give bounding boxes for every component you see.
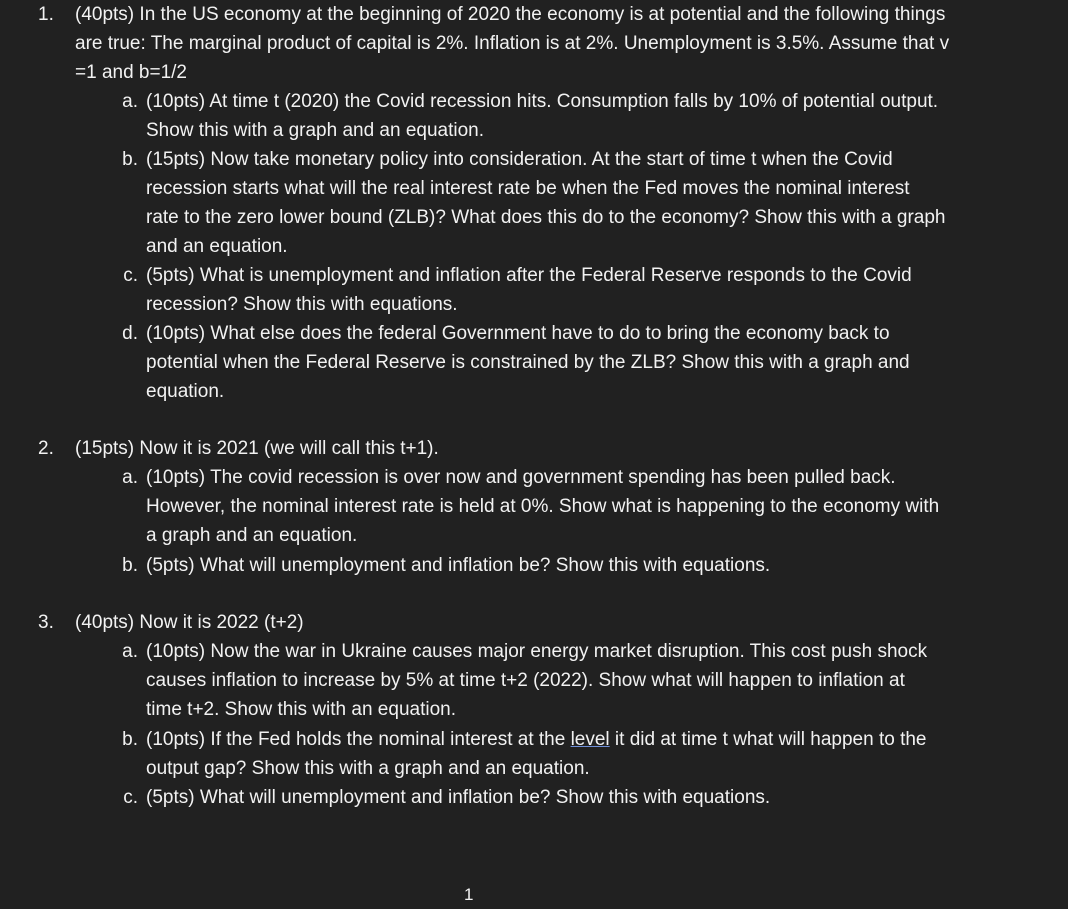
part-text bbox=[146, 725, 946, 783]
part-label: a. bbox=[122, 641, 138, 662]
part-text: (5pts) What will unemployment and inflation be? Show this with equations. bbox=[146, 787, 771, 808]
question-number: 3. bbox=[38, 612, 54, 633]
page-number: 1 bbox=[464, 885, 474, 904]
part-text: (5pts) What is unemployment and inflation after the Federal Reserve responds to the Covid recession? Show this with equations. bbox=[146, 265, 912, 315]
question-number: 1. bbox=[38, 4, 54, 25]
question-number: 2. bbox=[38, 438, 54, 459]
part-label: a. bbox=[122, 91, 138, 112]
part-label: d. bbox=[122, 323, 138, 344]
part-label: c. bbox=[123, 265, 138, 286]
part-text: (10pts) Now the war in Ukraine causes major energy market disruption. This cost push shock causes inflation to increase by 5% at time t+2 (2022). Show what will happen to inflation at time t+2. Show this with an equation. bbox=[146, 641, 928, 720]
underlined-word: level bbox=[570, 729, 610, 750]
part-label: c. bbox=[123, 787, 138, 808]
part-text-after: it did at time t what will happen to the output gap? Show this with a graph and an equation. bbox=[146, 729, 927, 779]
part-label: a. bbox=[122, 467, 138, 488]
part-text: (15pts) Now take monetary policy into consideration. At the start of time t when the Covid recession starts what will the real interest rate be when the Fed moves the nominal interest rate to the zero lower bound (ZLB)? What does this do to the economy? Show this with a graph and an equation. bbox=[146, 149, 946, 257]
part-text: (10pts) At time t (2020) the Covid recession hits. Consumption falls by 10% of potential output. Show this with a graph and an equation. bbox=[146, 91, 939, 141]
part-text: (5pts) What will unemployment and inflation be? Show this with equations. bbox=[146, 555, 771, 576]
part-text: (10pts) The covid recession is over now and government spending has been pulled back. However, the nominal interest rate is held at 0%. Show what is happening to the economy with a graph and an equation. bbox=[146, 467, 940, 546]
part-label: b. bbox=[122, 729, 138, 750]
question-text: (40pts) Now it is 2022 (t+2) bbox=[75, 612, 304, 633]
part-label: b. bbox=[122, 149, 138, 170]
question-text: (15pts) Now it is 2021 (we will call this t+1). bbox=[75, 438, 439, 459]
part-label: b. bbox=[122, 555, 138, 576]
question-text: (40pts) In the US economy at the beginning of 2020 the economy is at potential and the following things are true: The marginal product of capital is 2%. Inflation is at 2%. Unemployment is 3.5%. Assume that v =1 and b=1/2 bbox=[75, 4, 950, 83]
part-text-before: (10pts) If the Fed holds the nominal interest at the bbox=[146, 729, 571, 750]
part-text: (10pts) What else does the federal Government have to do to bring the economy back to potential when the Federal Reserve is constrained by the ZLB? Show this with a graph and equation. bbox=[146, 323, 910, 402]
